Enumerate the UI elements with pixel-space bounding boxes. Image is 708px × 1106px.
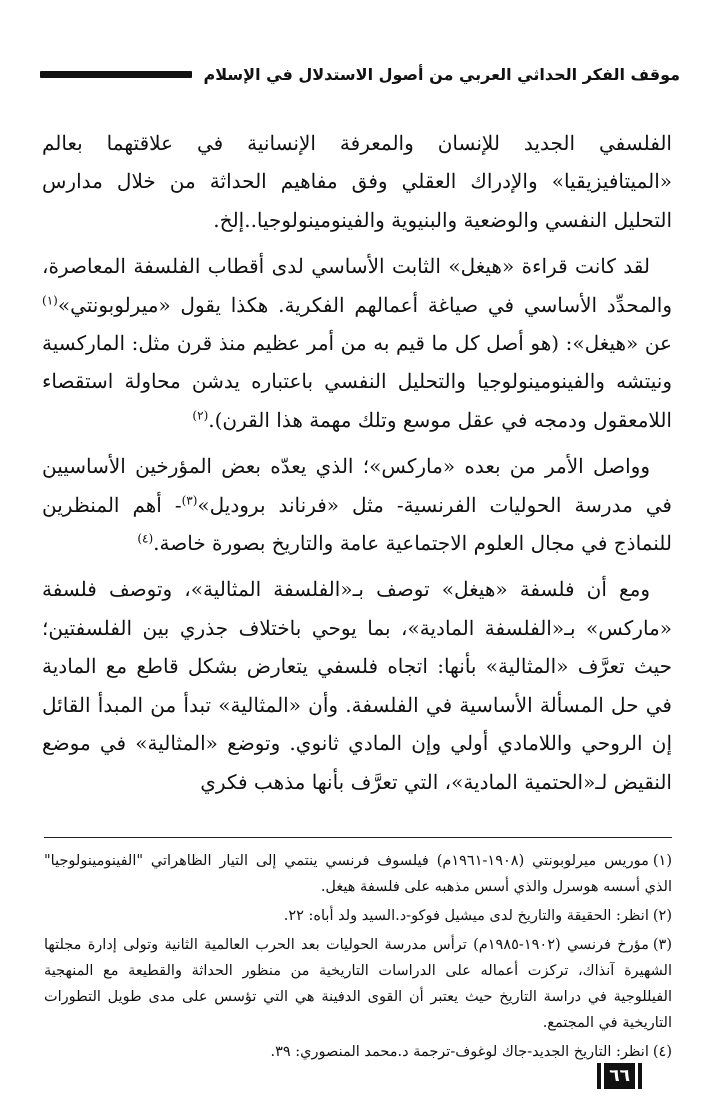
footnote-number: (٤) [652, 1044, 672, 1060]
footnote-number: (٢) [652, 908, 672, 924]
footnote-number: (٣) [652, 937, 672, 953]
body-text [42, 124, 672, 809]
footnote-number: (١) [652, 853, 672, 869]
paragraph-2 [42, 247, 672, 439]
running-header [40, 58, 680, 90]
page-number [597, 1063, 642, 1089]
paragraph-4: ومع أن فلسفة «هيغل» توصف بـ«الفلسفة المثالية»، وتوصف فلسفة «ماركس» بـ«الفلسفة المادية»، بما يوحي باختلاف جذري بين الفلسفتين؛ حيث تعرَّف «المثالية» بأنها: اتجاه فلسفي يتعارض بشكل قاطع مع المادية في حل المسألة الأساسية في الفلسفة. وأن «المثالية» تبدأ من المبدأ القائل إن الروحي واللامادي أولي وإن المادي ثانوي. وتوضع «المثالية» في موضع النقيض لـ«الحتمية المادية»، التي تعرَّف بأنها مذهب فكري [42, 577, 672, 794]
paragraph-3 [42, 447, 672, 562]
paragraph-2-part-2: عن «هيغل»: (هو أصل كل ما قيم به من أمر عظيم منذ قرن مثل: الماركسية ونيتشه والفينومينولوجيا والتحليل النفسي باعتباره يدشن محاولة استقصاء اللامعقول ودمجه في عقل موسع وتلك مهمة هذا القرن). [42, 331, 672, 432]
footnote-ref-2: (٢) [192, 408, 209, 423]
paragraph-1: الفلسفي الجديد للإنسان والمعرفة الإنسانية في علاقتهما بعالم «الميتافيزيقيا» والإدراك العقلي وفق مفاهيم الحداثة من خلال مدارس التحليل النفسي والوضعية والبنيوية والفينومينولوجيا..إلخ. [42, 131, 672, 232]
footnote-2 [44, 903, 672, 929]
footnote-1 [44, 848, 672, 900]
footnote-ref-3: (٣) [181, 493, 198, 507]
footnote-text: انظر: الحقيقة والتاريخ لدى ميشيل فوكو-د.السيد ولد أباه: ٢٢. [283, 908, 649, 924]
page-number-bar-left [597, 1063, 601, 1089]
page-number-bar-right [638, 1063, 642, 1089]
paragraph-3-part-1: وواصل الأمر من بعده «ماركس»؛ الذي يعدّه بعض المؤرخين الأساسيين في مدرسة الحوليات الفرنسية- مثل «فرناند بروديل» [42, 454, 672, 517]
page-number-value: ٦٦ [604, 1063, 635, 1089]
footnote-ref-1: (١) [42, 292, 58, 307]
footnote-4 [44, 1039, 672, 1065]
footnote-text: مؤرخ فرنسي (١٩٠٢-١٩٨٥م) ترأس مدرسة الحوليات بعد الحرب العالمية الثانية وتولى إدارة مجلتها الشهيرة آنذاك، تركزت أعماله على الدراسات التاريخية من منظور الحداثة والقطيعة مع المنهجية الفيللوجية في دراسة التاريخ حيث يعتبر أن القوى الدفينة هي التي تؤسس على مدى طويل التطورات التاريخية في المجتمع. [44, 937, 672, 1031]
header-rule [40, 71, 192, 78]
paragraph-3-part-2: - أهم المنظرين للنماذج في مجال العلوم الاجتماعية عامة والتاريخ بصورة خاصة. [42, 492, 672, 556]
paragraph-2-part-1: لقد كانت قراءة «هيغل» الثابت الأساسي لدى أقطاب الفلسفة المعاصرة، والمحدِّد الأساسي في صياغة أعمالهم الفكرية. هكذا يقول «ميرلوبونتي» [42, 254, 672, 317]
running-title: موقف الفكر الحداثي العربي من أصول الاستدلال في الإسلام [203, 64, 680, 84]
footnote-ref-4: (٤) [137, 531, 154, 546]
footnote-3 [44, 932, 672, 1036]
footnote-text: انظر: التاريخ الجديد-جاك لوغوف-ترجمة د.محمد المنصوري: ٣٩. [270, 1044, 649, 1060]
footnotes [44, 848, 672, 1068]
footnote-divider [44, 837, 672, 838]
footnote-text: موريس ميرلوبونتي (١٩٠٨-١٩٦١م) فيلسوف فرنسي ينتمي إلى التيار الظاهراتي "الفينومينولوجيا" الذي أسسه هوسرل والذي أسس مذهبه على فلسفة هيغل. [44, 853, 672, 895]
